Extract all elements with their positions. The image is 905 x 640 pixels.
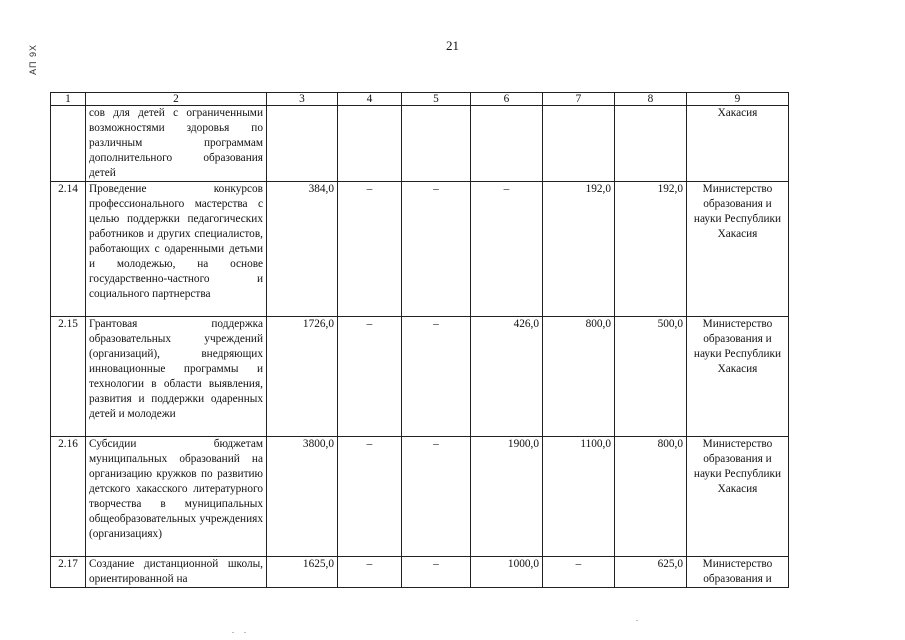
cell-col3: [267, 106, 338, 182]
cell-col7: 1100,0: [543, 437, 615, 557]
plan-table: [50, 92, 789, 588]
cell-col4: –: [338, 182, 402, 317]
cell-col8: [615, 106, 687, 182]
cell-col4: [338, 106, 402, 182]
row-executor: Министерство образования и: [687, 557, 789, 588]
cell-col5: –: [402, 182, 471, 317]
cell-col5: –: [402, 557, 471, 588]
cell-col5: [402, 106, 471, 182]
row-description: Грантовая поддержка образовательных учреждений (организаций), внедряющих инновационные программы и технологии в области выявления, развития и поддержки одаренных детей и молодежи: [86, 317, 267, 437]
cell-col6: 1000,0: [471, 557, 543, 588]
cell-col8: 500,0: [615, 317, 687, 437]
cell-col8: 800,0: [615, 437, 687, 557]
cell-col5: –: [402, 437, 471, 557]
cell-col5: –: [402, 317, 471, 437]
row-description: Субсидии бюджетам муниципальных образований на организацию кружков по развитию детского хакасского литературного творчества в муниципальных общеобразовательных учреждениях (организациях): [86, 437, 267, 557]
cell-col3: 1625,0: [267, 557, 338, 588]
side-code: АП 9Х: [28, 44, 38, 75]
row-description: Создание дистанционной школы, ориентированной на: [86, 557, 267, 588]
header-cell: 2: [86, 93, 267, 106]
cell-col6: 1900,0: [471, 437, 543, 557]
scan-speck: [636, 620, 638, 621]
header-cell: 9: [687, 93, 789, 106]
cell-col6: [471, 106, 543, 182]
table-row: [51, 557, 789, 588]
table-row: [51, 106, 789, 182]
header-cell: 1: [51, 93, 86, 106]
row-description: Проведение конкурсов профессионального мастерства с целью поддержки педагогических работников и других специалистов, работающих с одаренными детьми и молодежью, на основе государственно-частного и социального партнерства: [86, 182, 267, 317]
cell-col6: –: [471, 182, 543, 317]
cell-col7: 192,0: [543, 182, 615, 317]
row-number: [51, 106, 86, 182]
table-header-row: [51, 93, 789, 106]
row-number: 2.15: [51, 317, 86, 437]
cell-col4: –: [338, 557, 402, 588]
row-executor: Министерство образования и науки Республики Хакасия: [687, 182, 789, 317]
row-description: сов для детей с ограниченными возможностями здоровья по различным программам дополнительного образования детей: [86, 106, 267, 182]
cell-col7: [543, 106, 615, 182]
row-number: 2.16: [51, 437, 86, 557]
cell-col3: 3800,0: [267, 437, 338, 557]
table-row: [51, 182, 789, 317]
cell-col4: –: [338, 437, 402, 557]
row-number: 2.17: [51, 557, 86, 588]
row-executor: Министерство образования и науки Республики Хакасия: [687, 437, 789, 557]
scan-speck: [244, 632, 246, 633]
header-cell: 5: [402, 93, 471, 106]
cell-col6: 426,0: [471, 317, 543, 437]
cell-col8: 625,0: [615, 557, 687, 588]
header-cell: 8: [615, 93, 687, 106]
cell-col4: –: [338, 317, 402, 437]
cell-col7: 800,0: [543, 317, 615, 437]
table-row: [51, 317, 789, 437]
row-executor: Министерство образования и науки Республики Хакасия: [687, 317, 789, 437]
scan-speck: [232, 632, 234, 633]
header-cell: 4: [338, 93, 402, 106]
row-number: 2.14: [51, 182, 86, 317]
cell-col3: 1726,0: [267, 317, 338, 437]
cell-col7: –: [543, 557, 615, 588]
header-cell: 3: [267, 93, 338, 106]
table-row: [51, 437, 789, 557]
header-cell: 6: [471, 93, 543, 106]
cell-col3: 384,0: [267, 182, 338, 317]
row-executor: Хакасия: [687, 106, 789, 182]
header-cell: 7: [543, 93, 615, 106]
page-number: 21: [446, 38, 459, 53]
cell-col8: 192,0: [615, 182, 687, 317]
